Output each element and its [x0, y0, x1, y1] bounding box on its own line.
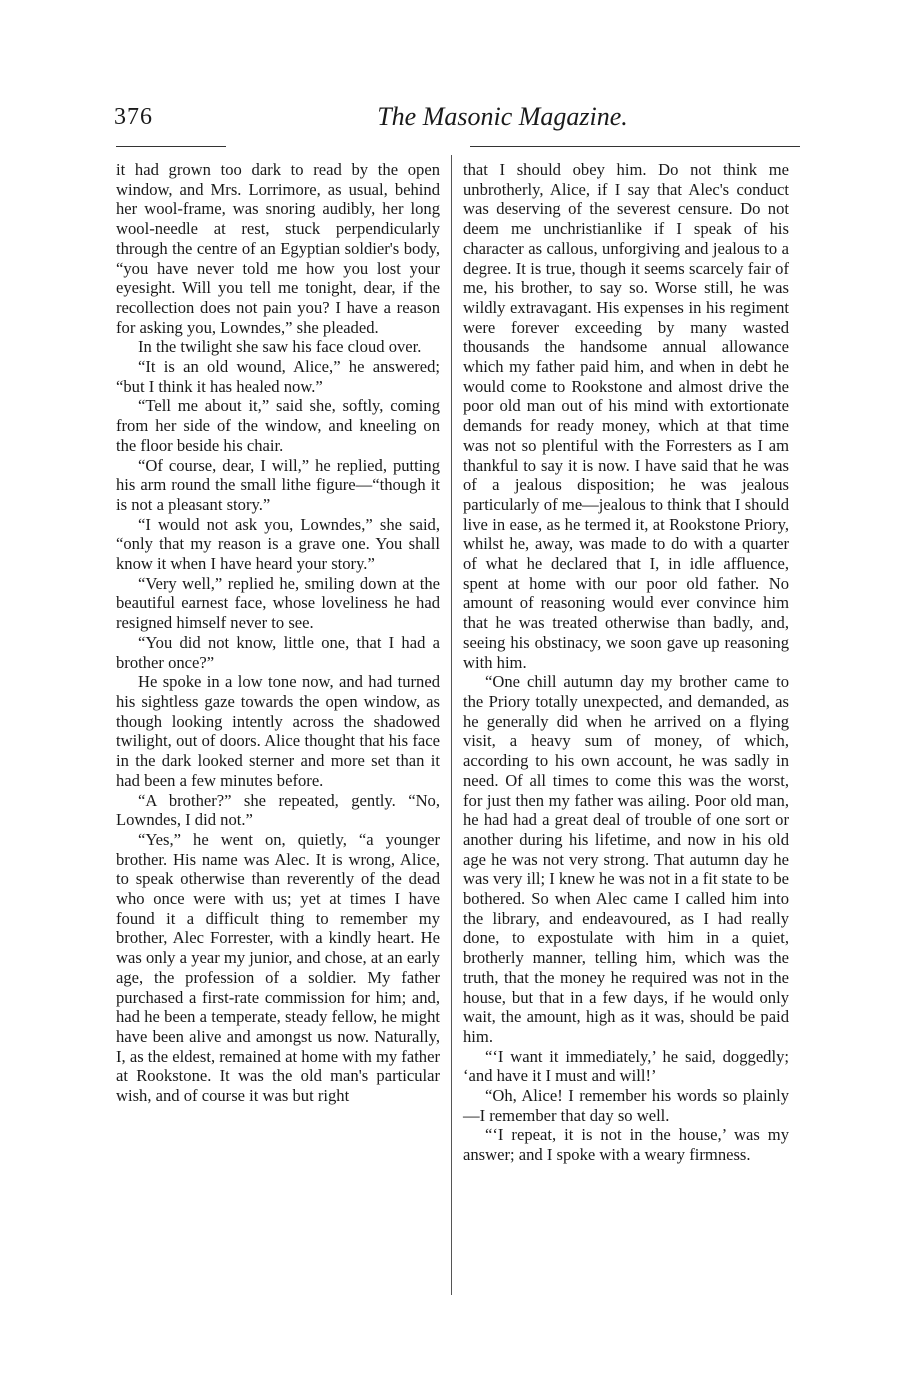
paragraph: “A brother?” she repeated, gently. “No, Lowndes, I did not.” — [116, 790, 440, 830]
paragraph: “It is an old wound, Alice,” he answered; “but I think it has healed now.” — [116, 357, 440, 396]
right-column — [463, 160, 789, 1165]
paragraph: In the twilight she saw his face cloud over. — [138, 337, 422, 357]
header-rule-right — [470, 146, 800, 147]
paragraph: that I should obey him. Do not think me unbrotherly, Alice, if I say that Alec's conduct was deserving of the severest censure. Do not deem me unchristianlike if I speak of his character as callous, unforgiving and jealous to a degree. It is true, though it seems scarcely fair of me, his brother, to say so. Worse still, he was wildly extravagant. His expenses in his regiment were forever exceeding by many wasted thousands the handsome annual allowance which my father paid him, and when in debt he would come to Rookstone and almost drive the poor old man out of his mind with extortionate demands for ready money, which at that time was not so plentiful with the Forresters as I am thankful to say it is now. I have said that he was of a jealous disposition; he was jealous particularly of me—jealous to think that I should live in ease, as he termed it, at Rookstone Priory, whilst he, away, was made to do with a quarter of what he declared that I, in idle affluence, spent at home with our poor old father. No amount of reasoning would ever convince him that he was treated otherwise than badly, and, seeing his obstinacy, we soon gave up reasoning with him. — [463, 160, 789, 672]
paragraph: “Tell me about it,” said she, softly, coming from her side of the window, and kneeling on the floor beside his chair. — [116, 396, 440, 455]
paragraph: “‘I repeat, it is not in the house,’ was my answer; and I spoke with a weary firmness. — [463, 1125, 789, 1165]
paragraph: “‘I want it immediately,’ he said, doggedly; ‘and have it I must and will!’ — [463, 1046, 789, 1086]
paragraph: it had grown too dark to read by the open window, and Mrs. Lorrimore, as usual, behind her wool-frame, was snoring audibly, her long wool-needle at rest, stuck perpendicularly through the centre of an Egyptian soldier's body, “you have never told me how you lost your eyesight. Will you tell me tonight, dear, if the recollection does not pain you? I have a reason for asking you, Lowndes,” she pleaded. — [116, 160, 440, 337]
paragraph: “Yes,” he went on, quietly, “a younger brother. His name was Alec. It is wrong, Alice, to speak otherwise than reverently of the dead who once were with us; yet at times I have found it a difficult thing to remember my brother, Alec Forrester, with a kindly heart. He was only a year my junior, and chose, at an early age, the profession of a soldier. My father purchased a first-rate commission for him; and, had he been a temperate, steady fellow, he might have been alive and amongst us now. Naturally, I, as the eldest, remained at home with my father at Rookstone. It was the old man's particular wish, and of course it was but right — [116, 829, 440, 1106]
paragraph: “Oh, Alice! I remember his words so plainly—I remember that day so well. — [463, 1086, 789, 1125]
paragraph: “I would not ask you, Lowndes,” she said, “only that my reason is a grave one. You shall know it when I have heard your story.” — [116, 514, 440, 574]
paragraph: “You did not know, little one, that I had a brother once?” — [116, 632, 440, 672]
header-rule-left — [116, 146, 226, 147]
left-column — [116, 160, 440, 1106]
paragraph: “Very well,” replied he, smiling down at the beautiful earnest face, whose loveliness he had resigned himself never to see. — [116, 573, 440, 633]
paragraph: He spoke in a low tone now, and had turned his sightless gaze towards the open window, as though looking intently across the shadowed twilight, out of doors. Alice thought that his face in the dark looked sterner and more set than it had been a few minutes before. — [116, 672, 440, 790]
paragraph: “Of course, dear, I will,” he replied, putting his arm round the small lithe figure—“though it is not a pleasant story.” — [116, 455, 440, 514]
page-number: 376 — [114, 104, 153, 130]
paragraph: “One chill autumn day my brother came to the Priory totally unexpected, and demanded, as he generally did when he arrived on a flying visit, a heavy sum of money, of which, according to his own account, he was sadly in need. Of all times to come this was the worst, for just then my father was ailing. Poor old man, he had had a great deal of trouble of one sort or another during his lifetime, and now in his old age he was not very strong. That autumn day he was very ill; I knew he was not in a fit state to be bothered. So when Alec came I called him into the library, and endeavoured, as I had really done, to expostulate with him in a quiet, brotherly manner, telling him, which was the truth, that the money he required was not in the house, but that in a few days, if he would only wait, the amount, high as it was, should be paid him. — [463, 672, 789, 1046]
running-title: The Masonic Magazine. — [377, 102, 628, 131]
column-divider — [451, 155, 452, 1295]
